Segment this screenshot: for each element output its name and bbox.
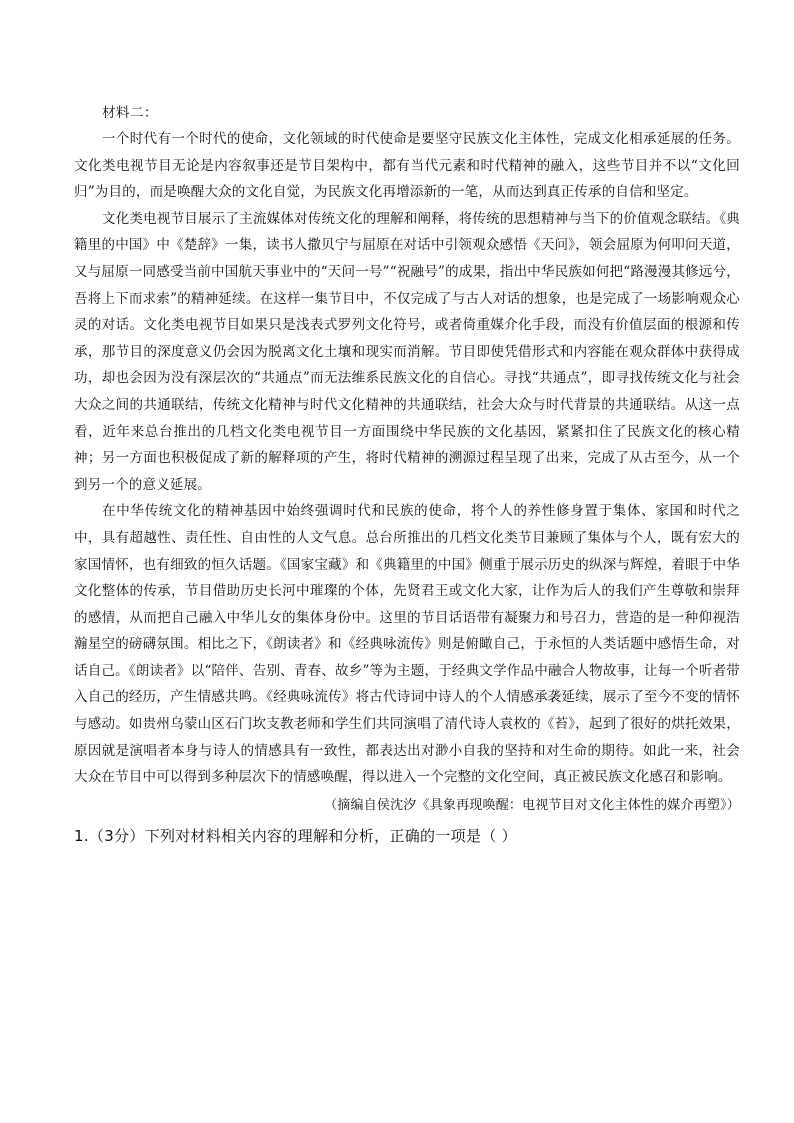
paragraph-2: 文化类电视节目展示了主流媒体对传统文化的理解和阐释，将传统的思想精神与当下的价值观念联结。《典籍里的中国》中《楚辞》一集，读书人撒贝宁与屈原在对话中引领观众感悟《天问》，领会屈原为何叩问天道，又与屈原一同感受当前中国航天事业中的“天问一号”“祝融号”的成果，指出中华民族如何把“路漫漫其修远兮，吾将上下而求索”的精神延续。在这样一集节目中，不仅完成了与古人对话的想象，也是完成了一场影响观众心灵的对话。文化类电视节目如果只是浅表式罗列文化符号，或者倚重媒介化手段，而没有价值层面的根源和传承，那节目的深度意义仍会因为脱离文化土壤和现实而消解。节目即使凭借形式和内容能在观众群体中获得成功，却也会因为没有深层次的“共通点”而无法维系民族文化的自信心。寻找“共通点”，即寻找传统文化与社会大众之间的共通联结，传统文化精神与时代文化精神的共通联结，社会大众与时代背景的共通联结。从这一点看，近年来总台推出的几档文化类电视节目一方面围绕中华民族的文化基因，紧紧扣住了民族文化的核心精神；另一方面也积极促成了新的解释项的产生，将时代精神的溯源过程呈现了出来，完成了从古至今，从一个到另一个的意义延展。 bbox=[74, 210, 740, 493]
source-citation: （摘编自侯沈汐《具象再现唤醒：电视节目对文化主体性的媒介再塑》） bbox=[324, 797, 740, 813]
material-heading: 材料二： bbox=[102, 105, 158, 121]
question-1: 1.（3分）下列对材料相关内容的理解和分析，正确的一项是（ ） bbox=[74, 826, 517, 845]
paragraph-3: 在中华传统文化的精神基因中始终强调时代和民族的使命，将个人的养性修身置于集体、家国和时代之中，具有超越性、责任性、自由性的人文气息。总台所推出的几档文化类节目兼顾了集体与个人，既有宏大的家国情怀，也有细致的恒久话题。《国家宝藏》和《典籍里的中国》侧重于展示历史的纵深与辉煌，着眼于中华文化整体的传承，节目借助历史长河中璀璨的个体，先贤君王或文化大家，让作为后人的我们产生尊敬和崇拜的感情，从而把自己融入中华儿女的集体身份中。这里的节目话语带有凝聚力和号召力，营造的是一种仰视浩瀚星空的磅礴氛围。相比之下，《朗读者》和《经典咏流传》则是俯瞰自己，于永恒的人类话题中感悟生命，对话自己。《朗读者》以“陪伴、告别、青春、故乡”等为主题，于经典文学作品中融合人物故事，让每一个听者带入自己的经历，产生情感共鸣。《经典咏流传》将古代诗词中诗人的个人情感承袭延续，展示了至今不变的情怀与感动。如贵州乌蒙山区石门坎支教老师和学生们共同演唱了清代诗人袁枚的《苔》，起到了很好的烘托效果，原因就是演唱者本身与诗人的情感具有一致性，都表达出对渺小自我的坚持和对生命的期待。如此一来，社会大众在节目中可以得到多种层次下的情感唤醒，得以进入一个完整的文化空间，真正被民族文化感召和影响。 bbox=[74, 503, 740, 786]
document-content bbox=[74, 101, 740, 849]
paragraph-1: 一个时代有一个时代的使命，文化领域的时代使命是要坚守民族文化主体性，完成文化相承延展的任务。文化类电视节目无论是内容叙事还是节目架构中，都有当代元素和时代精神的融入，这些节目并不以“文化回归”为目的，而是唤醒大众的文化自觉，为民族文化再增添新的一笔，从而达到真正传承的自信和坚定。 bbox=[74, 131, 740, 201]
